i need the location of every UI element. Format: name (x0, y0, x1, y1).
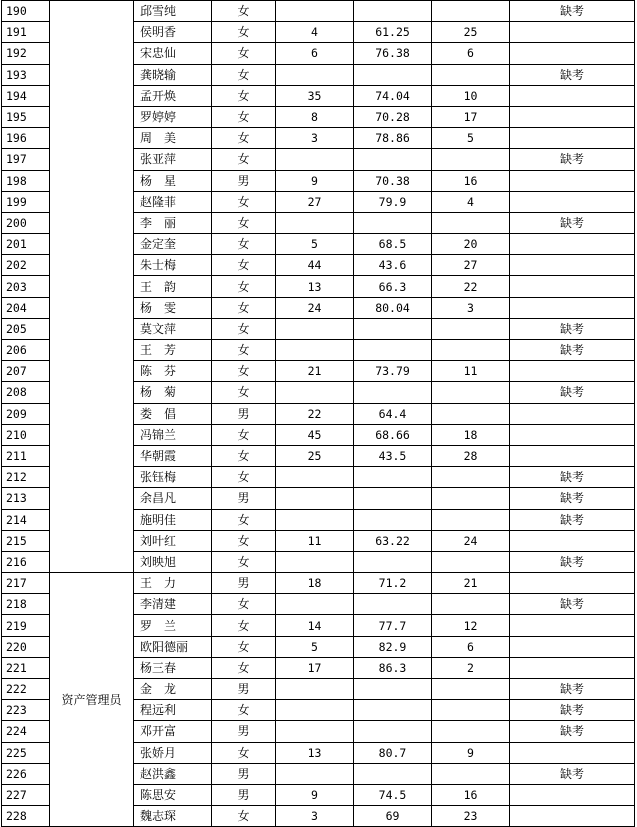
score-cell: 63.22 (354, 530, 432, 551)
written-rank-cell (432, 721, 510, 742)
name-cell: 朱士梅 (134, 255, 212, 276)
rank-cell (276, 382, 354, 403)
row-number-cell: 216 (2, 551, 50, 572)
gender-cell: 女 (212, 445, 276, 466)
name-cell: 张钰梅 (134, 467, 212, 488)
row-number-cell: 192 (2, 43, 50, 64)
remark-cell: 缺考 (510, 382, 635, 403)
score-cell: 70.28 (354, 106, 432, 127)
row-number-cell: 211 (2, 445, 50, 466)
name-cell: 魏志琛 (134, 806, 212, 827)
gender-cell: 女 (212, 149, 276, 170)
rank-cell: 3 (276, 806, 354, 827)
row-number-cell: 225 (2, 742, 50, 763)
score-cell: 74.04 (354, 85, 432, 106)
rank-cell: 8 (276, 106, 354, 127)
table-body (2, 1, 635, 827)
written-rank-cell: 22 (432, 276, 510, 297)
row-number-cell: 207 (2, 361, 50, 382)
score-cell (354, 721, 432, 742)
written-rank-cell: 6 (432, 636, 510, 657)
remark-cell (510, 657, 635, 678)
remark-cell (510, 403, 635, 424)
row-number-cell: 210 (2, 424, 50, 445)
remark-cell (510, 106, 635, 127)
row-number-cell: 221 (2, 657, 50, 678)
gender-cell: 男 (212, 573, 276, 594)
name-cell: 陈 芬 (134, 361, 212, 382)
gender-cell: 女 (212, 212, 276, 233)
gender-cell: 女 (212, 467, 276, 488)
gender-cell: 女 (212, 276, 276, 297)
remark-cell (510, 742, 635, 763)
written-rank-cell: 24 (432, 530, 510, 551)
score-cell: 68.66 (354, 424, 432, 445)
row-number-cell: 217 (2, 573, 50, 594)
remark-cell: 缺考 (510, 488, 635, 509)
score-cell: 61.25 (354, 22, 432, 43)
written-rank-cell: 25 (432, 22, 510, 43)
rank-cell (276, 64, 354, 85)
gender-cell: 女 (212, 382, 276, 403)
rank-cell: 3 (276, 128, 354, 149)
row-number-cell: 195 (2, 106, 50, 127)
remark-cell (510, 530, 635, 551)
gender-cell: 女 (212, 615, 276, 636)
rank-cell: 6 (276, 43, 354, 64)
gender-cell: 女 (212, 191, 276, 212)
name-cell: 欧阳德丽 (134, 636, 212, 657)
row-number-cell: 214 (2, 509, 50, 530)
name-cell: 金 龙 (134, 679, 212, 700)
written-rank-cell: 6 (432, 43, 510, 64)
rank-cell: 5 (276, 636, 354, 657)
score-cell: 78.86 (354, 128, 432, 149)
position-group-cell (50, 1, 134, 573)
rank-cell: 25 (276, 445, 354, 466)
written-rank-cell: 4 (432, 191, 510, 212)
rank-cell (276, 721, 354, 742)
remark-cell (510, 170, 635, 191)
rank-cell: 27 (276, 191, 354, 212)
remark-cell (510, 636, 635, 657)
remark-cell: 缺考 (510, 679, 635, 700)
rank-cell (276, 700, 354, 721)
gender-cell: 女 (212, 509, 276, 530)
gender-cell: 男 (212, 403, 276, 424)
name-cell: 赵洪鑫 (134, 763, 212, 784)
row-number-cell: 228 (2, 806, 50, 827)
score-cell (354, 1, 432, 22)
name-cell: 张亚萍 (134, 149, 212, 170)
score-cell: 43.6 (354, 255, 432, 276)
score-cell (354, 340, 432, 361)
remark-cell: 缺考 (510, 721, 635, 742)
rank-cell: 9 (276, 170, 354, 191)
score-cell: 82.9 (354, 636, 432, 657)
name-cell: 孟开焕 (134, 85, 212, 106)
remark-cell: 缺考 (510, 1, 635, 22)
name-cell: 程远利 (134, 700, 212, 721)
row-number-cell: 220 (2, 636, 50, 657)
written-rank-cell: 21 (432, 573, 510, 594)
name-cell: 王 韵 (134, 276, 212, 297)
row-number-cell: 227 (2, 784, 50, 805)
remark-cell: 缺考 (510, 509, 635, 530)
written-rank-cell: 20 (432, 234, 510, 255)
name-cell: 杨 菊 (134, 382, 212, 403)
row-number-cell: 208 (2, 382, 50, 403)
row-number-cell: 199 (2, 191, 50, 212)
score-cell (354, 679, 432, 700)
row-number-cell: 201 (2, 234, 50, 255)
gender-cell: 女 (212, 64, 276, 85)
score-cell (354, 509, 432, 530)
gender-cell: 女 (212, 700, 276, 721)
name-cell: 宋忠仙 (134, 43, 212, 64)
written-rank-cell (432, 382, 510, 403)
row-number-cell: 219 (2, 615, 50, 636)
rank-cell (276, 467, 354, 488)
name-cell: 金定奎 (134, 234, 212, 255)
remark-cell (510, 806, 635, 827)
name-cell: 施明佳 (134, 509, 212, 530)
row-number-cell: 213 (2, 488, 50, 509)
score-cell (354, 212, 432, 233)
remark-cell (510, 128, 635, 149)
score-cell: 43.5 (354, 445, 432, 466)
score-cell: 76.38 (354, 43, 432, 64)
rank-cell: 24 (276, 297, 354, 318)
row-number-cell: 203 (2, 276, 50, 297)
remark-cell: 缺考 (510, 467, 635, 488)
remark-cell: 缺考 (510, 763, 635, 784)
rank-cell (276, 594, 354, 615)
rank-cell: 13 (276, 276, 354, 297)
rank-cell: 5 (276, 234, 354, 255)
written-rank-cell: 28 (432, 445, 510, 466)
gender-cell: 女 (212, 85, 276, 106)
row-number-cell: 226 (2, 763, 50, 784)
score-cell: 68.5 (354, 234, 432, 255)
gender-cell: 女 (212, 318, 276, 339)
written-rank-cell: 23 (432, 806, 510, 827)
score-cell: 80.04 (354, 297, 432, 318)
score-cell: 71.2 (354, 573, 432, 594)
rank-cell: 14 (276, 615, 354, 636)
row-number-cell: 212 (2, 467, 50, 488)
rank-cell (276, 149, 354, 170)
row-number-cell: 215 (2, 530, 50, 551)
gender-cell: 男 (212, 763, 276, 784)
written-rank-cell (432, 509, 510, 530)
remark-cell (510, 255, 635, 276)
gender-cell: 女 (212, 297, 276, 318)
written-rank-cell: 16 (432, 784, 510, 805)
gender-cell: 女 (212, 657, 276, 678)
remark-cell (510, 573, 635, 594)
table-row (2, 573, 635, 594)
remark-cell (510, 22, 635, 43)
score-cell (354, 64, 432, 85)
name-cell: 侯明香 (134, 22, 212, 43)
row-number-cell: 200 (2, 212, 50, 233)
written-rank-cell: 17 (432, 106, 510, 127)
remark-cell (510, 784, 635, 805)
gender-cell: 女 (212, 22, 276, 43)
rank-cell: 13 (276, 742, 354, 763)
rank-cell: 45 (276, 424, 354, 445)
gender-cell: 女 (212, 806, 276, 827)
row-number-cell: 204 (2, 297, 50, 318)
row-number-cell: 196 (2, 128, 50, 149)
written-rank-cell: 10 (432, 85, 510, 106)
score-cell: 79.9 (354, 191, 432, 212)
rank-cell: 35 (276, 85, 354, 106)
written-rank-cell (432, 551, 510, 572)
remark-cell (510, 445, 635, 466)
row-number-cell: 223 (2, 700, 50, 721)
name-cell: 华朝霞 (134, 445, 212, 466)
table-row (2, 1, 635, 22)
name-cell: 杨 雯 (134, 297, 212, 318)
remark-cell: 缺考 (510, 212, 635, 233)
written-rank-cell (432, 467, 510, 488)
name-cell: 张娇月 (134, 742, 212, 763)
written-rank-cell: 27 (432, 255, 510, 276)
gender-cell: 女 (212, 234, 276, 255)
row-number-cell: 224 (2, 721, 50, 742)
gender-cell: 男 (212, 784, 276, 805)
written-rank-cell (432, 212, 510, 233)
gender-cell: 女 (212, 340, 276, 361)
score-cell: 69 (354, 806, 432, 827)
remark-cell: 缺考 (510, 340, 635, 361)
remark-cell (510, 424, 635, 445)
name-cell: 余昌凡 (134, 488, 212, 509)
remark-cell (510, 297, 635, 318)
name-cell: 王 芳 (134, 340, 212, 361)
gender-cell: 女 (212, 530, 276, 551)
gender-cell: 女 (212, 636, 276, 657)
gender-cell: 男 (212, 170, 276, 191)
name-cell: 杨三春 (134, 657, 212, 678)
rank-cell (276, 679, 354, 700)
rank-cell: 11 (276, 530, 354, 551)
remark-cell: 缺考 (510, 318, 635, 339)
written-rank-cell (432, 1, 510, 22)
remark-cell: 缺考 (510, 594, 635, 615)
score-cell (354, 551, 432, 572)
name-cell: 陈思安 (134, 784, 212, 805)
gender-cell: 女 (212, 106, 276, 127)
name-cell: 邱雪纯 (134, 1, 212, 22)
written-rank-cell (432, 149, 510, 170)
score-cell: 64.4 (354, 403, 432, 424)
written-rank-cell: 18 (432, 424, 510, 445)
rank-cell: 44 (276, 255, 354, 276)
gender-cell: 女 (212, 255, 276, 276)
row-number-cell: 218 (2, 594, 50, 615)
row-number-cell: 206 (2, 340, 50, 361)
gender-cell: 女 (212, 424, 276, 445)
name-cell: 李清建 (134, 594, 212, 615)
gender-cell: 女 (212, 128, 276, 149)
rank-cell: 4 (276, 22, 354, 43)
gender-cell: 女 (212, 594, 276, 615)
score-cell (354, 382, 432, 403)
written-rank-cell (432, 679, 510, 700)
name-cell: 娄 倡 (134, 403, 212, 424)
remark-cell (510, 85, 635, 106)
written-rank-cell (432, 763, 510, 784)
name-cell: 冯锦兰 (134, 424, 212, 445)
score-cell (354, 700, 432, 721)
rank-cell (276, 488, 354, 509)
row-number-cell: 197 (2, 149, 50, 170)
remark-cell: 缺考 (510, 149, 635, 170)
score-cell (354, 594, 432, 615)
name-cell: 龚晓输 (134, 64, 212, 85)
name-cell: 赵隆菲 (134, 191, 212, 212)
remark-cell: 缺考 (510, 700, 635, 721)
position-group-cell: 资产管理员 (50, 573, 134, 827)
score-cell: 70.38 (354, 170, 432, 191)
name-cell: 罗婷婷 (134, 106, 212, 127)
rank-cell: 21 (276, 361, 354, 382)
written-rank-cell (432, 340, 510, 361)
rank-cell (276, 509, 354, 530)
rank-cell: 17 (276, 657, 354, 678)
remark-cell (510, 615, 635, 636)
remark-cell: 缺考 (510, 551, 635, 572)
rank-cell (276, 763, 354, 784)
score-cell (354, 763, 432, 784)
remark-cell (510, 361, 635, 382)
score-cell: 77.7 (354, 615, 432, 636)
written-rank-cell: 9 (432, 742, 510, 763)
score-cell (354, 467, 432, 488)
score-cell: 73.79 (354, 361, 432, 382)
rank-cell: 18 (276, 573, 354, 594)
rank-cell (276, 551, 354, 572)
row-number-cell: 191 (2, 22, 50, 43)
score-table (1, 0, 635, 827)
rank-cell: 22 (276, 403, 354, 424)
gender-cell: 男 (212, 488, 276, 509)
remark-cell (510, 234, 635, 255)
gender-cell: 女 (212, 742, 276, 763)
written-rank-cell (432, 594, 510, 615)
score-cell: 86.3 (354, 657, 432, 678)
rank-cell (276, 1, 354, 22)
score-cell: 80.7 (354, 742, 432, 763)
score-cell: 66.3 (354, 276, 432, 297)
written-rank-cell (432, 700, 510, 721)
written-rank-cell (432, 403, 510, 424)
written-rank-cell: 12 (432, 615, 510, 636)
row-number-cell: 209 (2, 403, 50, 424)
remark-cell (510, 43, 635, 64)
name-cell: 莫文萍 (134, 318, 212, 339)
name-cell: 周 美 (134, 128, 212, 149)
gender-cell: 男 (212, 679, 276, 700)
rank-cell (276, 212, 354, 233)
row-number-cell: 190 (2, 1, 50, 22)
written-rank-cell: 16 (432, 170, 510, 191)
written-rank-cell: 2 (432, 657, 510, 678)
rank-cell (276, 340, 354, 361)
remark-cell (510, 276, 635, 297)
name-cell: 王 力 (134, 573, 212, 594)
remark-cell (510, 191, 635, 212)
name-cell: 杨 星 (134, 170, 212, 191)
written-rank-cell: 11 (432, 361, 510, 382)
gender-cell: 女 (212, 1, 276, 22)
name-cell: 李 丽 (134, 212, 212, 233)
written-rank-cell (432, 488, 510, 509)
row-number-cell: 193 (2, 64, 50, 85)
name-cell: 刘映旭 (134, 551, 212, 572)
score-cell (354, 318, 432, 339)
written-rank-cell (432, 64, 510, 85)
gender-cell: 女 (212, 43, 276, 64)
name-cell: 刘叶红 (134, 530, 212, 551)
score-cell (354, 488, 432, 509)
rank-cell (276, 318, 354, 339)
score-cell (354, 149, 432, 170)
name-cell: 罗 兰 (134, 615, 212, 636)
gender-cell: 男 (212, 721, 276, 742)
row-number-cell: 222 (2, 679, 50, 700)
row-number-cell: 194 (2, 85, 50, 106)
written-rank-cell: 5 (432, 128, 510, 149)
name-cell: 邓开富 (134, 721, 212, 742)
gender-cell: 女 (212, 551, 276, 572)
row-number-cell: 202 (2, 255, 50, 276)
row-number-cell: 198 (2, 170, 50, 191)
score-cell: 74.5 (354, 784, 432, 805)
row-number-cell: 205 (2, 318, 50, 339)
rank-cell: 9 (276, 784, 354, 805)
remark-cell: 缺考 (510, 64, 635, 85)
written-rank-cell: 3 (432, 297, 510, 318)
written-rank-cell (432, 318, 510, 339)
gender-cell: 女 (212, 361, 276, 382)
